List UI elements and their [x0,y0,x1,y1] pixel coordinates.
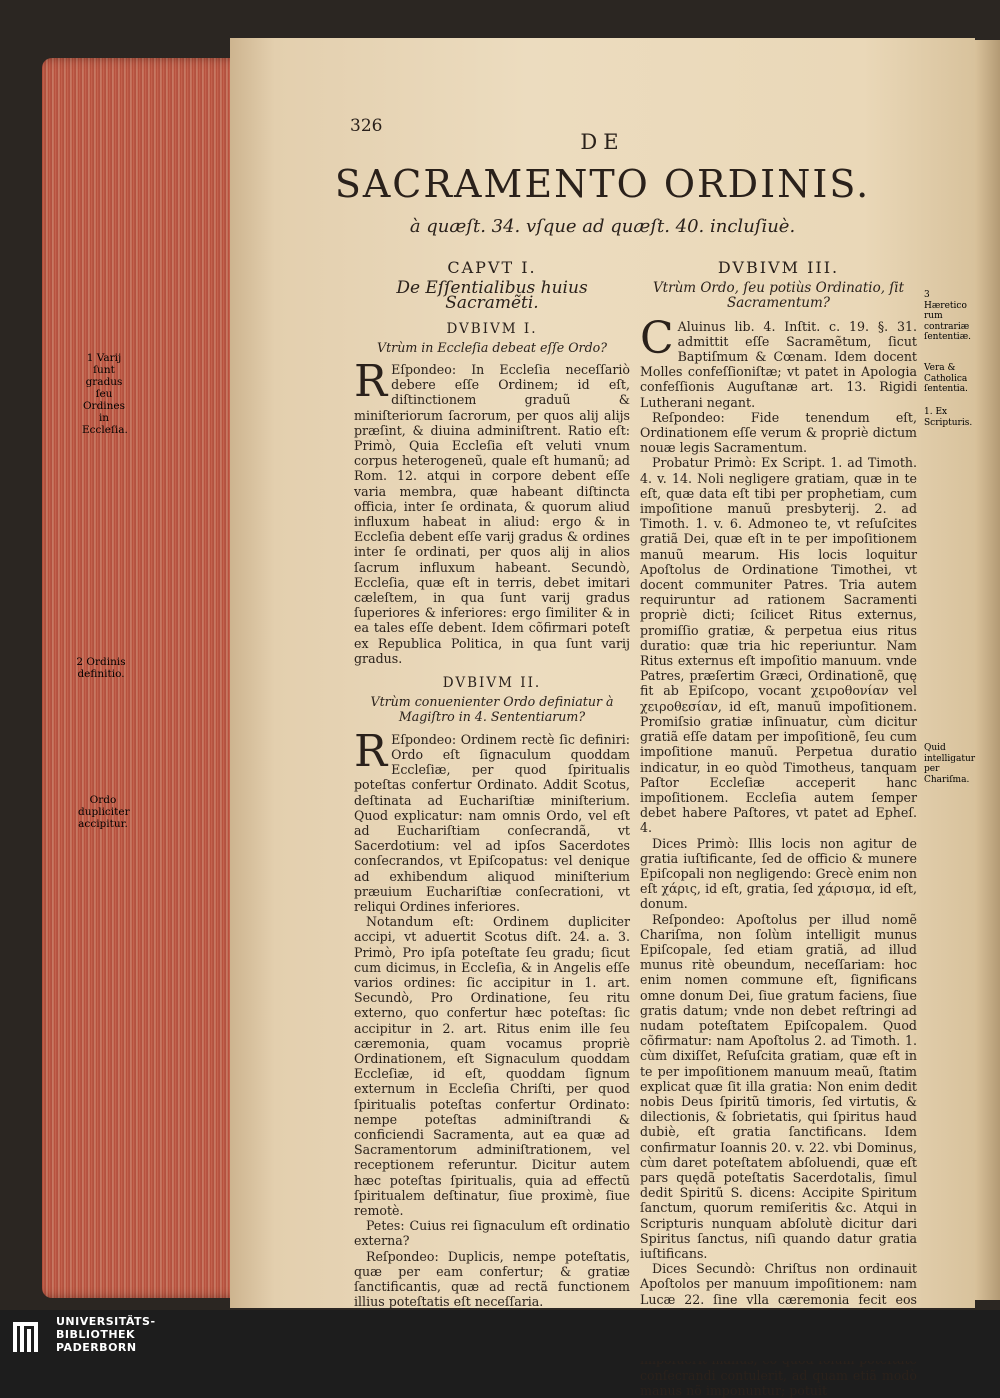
dubium-3-body: Aluinus lib. 4. Inſtit. c. 19. §. 31. admittit eſſe Sacramẽtum, ſicut Baptiſmum & Cœnam. Idem docent Molles confeſſioniſtæ; vt patet in Apologia confeſſionis Auguſtanæ art. 13. Rigidi Lutherani negant. [640,318,917,410]
chapter-heading: CAPVT I. [447,258,537,277]
paragraph: Reſpondeo: Duplicis, nempe poteſtatis, quæ per eam confertur; & gratiæ ſanctificantis, quæ ad rectã functionem illius poteſtatis eſt neceſſaria. [354,1248,630,1310]
dubium-1-heading: DVBIVM I. [446,320,538,337]
logo-line: PADERBORN [56,1341,137,1354]
library-logo-text [56,1315,156,1354]
drop-cap: C [640,312,674,364]
book-page [230,38,975,1398]
paragraph: conſecrandi contulerit, ad quam etiã modò manus nõ imponuntur; potuit [640,1367,917,1398]
margin-note: Quid intelligatur per Chariſma. [924,743,976,785]
margin-note: 1 Varij ſunt gradus ſeu Ordines in Eccleſia. [82,352,128,436]
drop-cap: R [354,356,388,408]
page-title: SACRAMENTO ORDINIS. [334,162,871,206]
facing-page-edge [975,40,1000,1300]
paragraph: Probatur Primò: Ex Script. 1. ad Timoth. 4. v. 14. Noli negligere gratiam, quæ in te eſt, quæ data eſt tibi per prophetiam, cum impoſitione manuũ presbyterij. 2. ad Timoth. 1. v. 6. Admoneo te, vt reſuſcites gratiã Dei, quæ eſt in te per impoſitionem manuũ mearum. His locis loquitur Apoſtolus de Ordinatione Timothei, vt docent communiter Patres. Tria autem requiruntur ad rationem Sacramenti propriè dicti; ſcilicet Ritus externus, promiſſio gratiæ, & perpetua eius ritus duratio: quæ tria hic reperiuntur. Nam Ritus externus eſt impoſitio manuum. vnde Patres, præſertim Græci, Ordinationẽ, quę fit ab Epiſcopo, vocant χειροθονίαν vel χειροθεσίαν, id eſt, manuũ impoſitionem. Promiſsio gratiæ inſinuatur, cùm dicitur gratiã eſſe datam per impoſitionẽ, ſeu cum impoſitione manuũ. Perpetua duratio indicatur, in eo quòd Timotheus, tanquam Paſtor Eccleſiæ acceperit hanc impoſitionem. Eccleſia autem ſemper debet habere Paſtores, vt patet ad Epheſ. 4. [640,455,917,836]
paragraph: Dices Secundò: Chriſtus non ordinauit Apoſtolos per manuum impoſitionem: nam Lucæ 22. ſine vlla cæremonia fecit eos [640,1261,917,1307]
right-column [640,260,917,1398]
dubium-3-question: Vtrùm Ordo, ſeu potiùs Ordinatio, ſit Sacramentum? [652,280,905,312]
dubium-3-heading: DVBIVM III. [717,258,840,277]
paragraph: Reſpondeo: Apoſtolus per illud nomẽ Chariſma, non ſolùm intelligit munus Epiſcopale, ſed etiam gratiã, ad illud munus ritè obeundum, neceſſariam: hoc enim nomen commune eſt, ſignificans omne donum Dei, ſiue gratum faciens, ſiue gratis datum; vnde non debet reſtringi ad nudam poteſtatem Epiſcopalem. Quod cõfirmatur: nam Apoſtolus 2. ad Timoth. 1. cùm dixiſſet, Reſuſcita gratiam, quæ eſt in te per impoſitionem manuum meaũ, ſtatim explicat quæ ſit illa gratia: Non enim dedit nobis Deus ſpiritũ timoris, ſed virtutis, & dilectionis, & ſobrietatis, qui ſpiritus haud dubiè, eſt gratia ſanctificans. Idem confirmatur Ioannis 20. v. 22. vbi Dominus, cùm daret poteſtatem abſoluendi, quæ eſt pars quędã poteſtatis Sacerdotalis, ſimul dedit Spiritũ S. dicens: Accipite Spiritum ſanctum, quorum remiſeritis &c. Atqui in Scripturis nunquam abſolutè dicitur dari Spiritus ſanctus, niſi quando datur gratia iuſtificans. [640,911,917,1261]
drop-cap: R [354,725,388,777]
margin-note: 1. Ex Scripturis. [924,407,973,428]
page-subtitle: à quæſt. 34. vſque ad quæſt. 40. incluſiuè. [409,216,796,237]
dubium-1-text [354,356,630,666]
dubium-2-question: Vtrùm conuenienter Ordo definiatur à Magiſtro in 4. Sententiarum? [370,694,614,725]
dubium-1-body: Eſpondeo: In Eccleſia neceſſariò debere eſſe Ordinem; id eſt, diſtinctionem graduũ & miniſteriorum ſacrorum, per quos alij alijs præſint, & diuina adminiſtrent. Ratio eſt: Primò, Quia Eccleſia eſt veluti vnum corpus heterogeneũ, quale eſt humanũ; ad Rom. 12. atqui in corpore debent eſſe varia membra, quæ habeant diſtincta officia, inter ſe ordinata, & quorum aliud influxum habeat in aliud: ergo & in Eccleſia debent eſſe varij gradus & ordines inter ſe ordinati, per quos alij in alios ſacrum influxum habeant. Secundò, Eccleſia, quæ eſt in terris, debet imitari cæleſtem, in qua ſunt varij gradus ſuperiores & inferiores: ergo ſimiliter & in ea tales eſſe debent. Idem cõfirmari poteſt ex Republica Politica, in qua ſunt varij gradus. [354,362,630,666]
margin-note: 3 Hæretico rum contrariæ ſententiæ. [924,290,972,342]
margin-note: Vera & Catholica ſententia. [924,363,968,394]
page-number: 326 [350,116,383,136]
dubium-2-heading: DVBIVM II. [442,675,542,692]
left-column [354,260,630,1309]
dubium-2-text [354,725,630,914]
chapter-title: De Eſſentialibus huius Sacramẽti. [396,278,588,314]
paragraph: Petes: Cuius rei ſignaculum eſt ordinatio externa? [354,1218,630,1249]
paragraph: Reſpondeo: Fide tenendum eſt, Ordinationem eſſe verum & propriè dictum nouæ legis Sacramentum. [640,409,917,456]
dubium-1-question: Vtrùm in Eccleſia debeat eſſe Ordo? [377,339,607,355]
paragraph: Notandum eſt: Ordinem dupliciter accipi, vt aduertit Scotus diſt. 24. a. 3. Primò, Pro ipſa poteſtate ſeu gradu; ſicut cum dicimus, in Eccleſia, & in Angelis eſſe varios ordines: ſic accipitur in 1. art. Secundò, Pro Ordinatione, ſeu ritu externo, quo confertur hæc poteſtas: ſic accipitur in 2. art. Ritus enim ille ſeu cæremonia, quam vocamus propriè Ordinationem, eſt Signaculum quoddam Eccleſiæ, id eſt, quoddam ſignum externum in Eccleſia Chriſti, per quod ſpiritualis poteſtas confertur Ordinato: nempe poteſtas adminiſtrandi & conficiendi Sacramenta, aut ea quæ ad Sacramentorum adminiſtrationem, vel receptionem referuntur. Dicitur autem hæc poteſtas ſpiritualis, quia ad effectũ ſpiritualem deſtinatur, ſiue proximè, ſiue remotè. [354,914,630,1218]
dubium-3-text [640,312,917,410]
book-edge [42,58,252,1298]
paragraph: Dices Primò: Illis locis non agitur de gratia iuſtificante, ſed de officio & munere Epiſcopali non negligendo: Grecè enim non eſt χάρις, id eſt, gratia, ſed χάρισμα, id eſt, donum. [640,835,917,912]
title-de: DE [580,130,625,154]
margin-note: Ordo dupliciter accipitur. [78,794,130,830]
logo-line: UNIVERSITÄTS- [56,1315,156,1328]
logo-line: BIBLIOTHEK [56,1328,136,1341]
margin-note: 2 Ordinis definitio. [76,656,126,680]
footer-bar [0,1310,1000,1361]
library-logo-icon [10,1319,46,1355]
dubium-2-body: Eſpondeo: Ordinem rectè ſic definiri: Ordo eſt ſignaculum quoddam Eccleſiæ, per quod ſpiritualis poteſtas confertur Ordinato. Addit Scotus, deſtinata ad Euchariſtiæ miniſterium. Quod explicatur: nam omnis Ordo, vel eſt ad Euchariſtiam conſecrandã, vt Sacerdotium: vel ad ipſos Sacerdotes conſecrandos, vt Epiſcopatus: vel denique ad exhibendum aliquod miniſterium præuium Euchariſtiæ conſecrationi, vt reliqui Ordines inferiores. [354,731,630,914]
